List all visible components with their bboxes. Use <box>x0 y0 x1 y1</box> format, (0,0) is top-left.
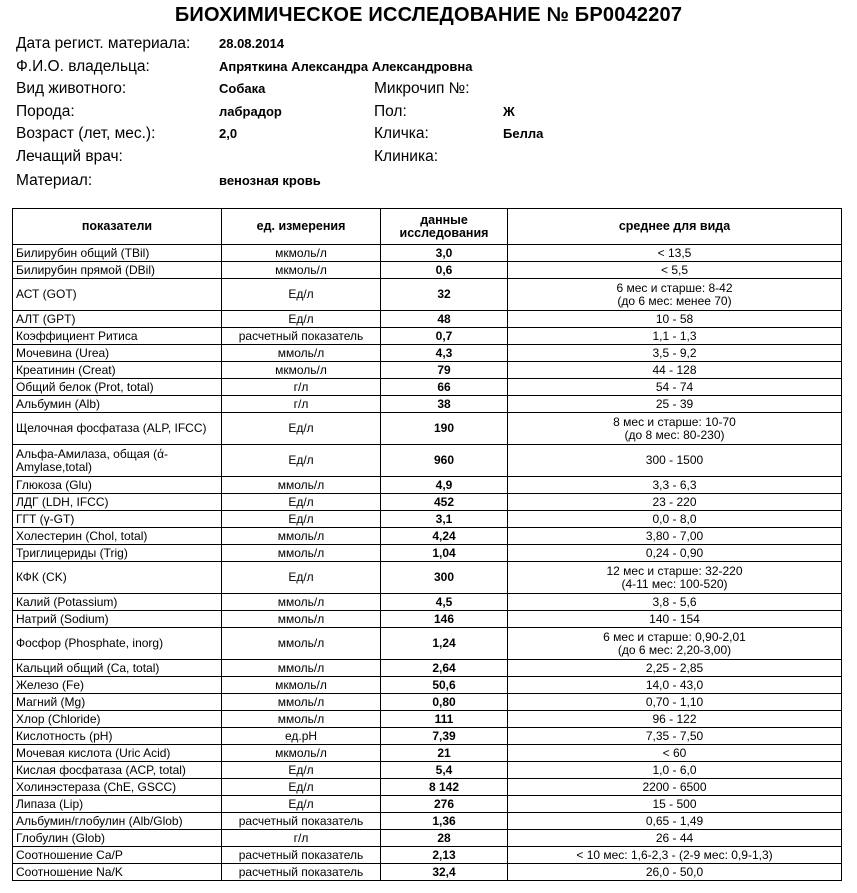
table-row <box>13 262 842 279</box>
reference-range-line: 140 - 154 <box>649 611 700 626</box>
reference-range-line: < 60 <box>662 745 687 760</box>
reference-range-line: 0,24 - 0,90 <box>645 545 704 560</box>
reference-range-line: 23 - 220 <box>652 494 697 509</box>
header-row-doctor <box>16 146 846 169</box>
table-row <box>13 562 842 594</box>
unit-cell: г/л <box>222 830 381 847</box>
reference-range <box>508 762 842 779</box>
result-value: 190 <box>381 413 508 445</box>
parameter-name: ГГТ (γ-GT) <box>13 511 222 528</box>
table-row <box>13 779 842 796</box>
result-value: 1,24 <box>381 628 508 660</box>
table-row <box>13 796 842 813</box>
result-value: 48 <box>381 311 508 328</box>
reference-range <box>508 813 842 830</box>
result-value: 8 142 <box>381 779 508 796</box>
result-value: 960 <box>381 445 508 477</box>
table-row <box>13 745 842 762</box>
reference-range-line: < 10 мес: 1,6-2,3 - (2-9 мес: 0,9-1,3) <box>576 847 773 862</box>
unit-cell: Ед/л <box>222 311 381 328</box>
table-row <box>13 379 842 396</box>
unit-cell: Ед/л <box>222 445 381 477</box>
unit-cell: ммоль/л <box>222 628 381 660</box>
reference-range-line: 1,1 - 1,3 <box>652 328 697 343</box>
document-title: БИОХИМИЧЕСКОЕ ИССЛЕДОВАНИЕ № БР0042207 <box>174 4 683 26</box>
table-row <box>13 711 842 728</box>
reference-range <box>508 379 842 396</box>
parameter-name: Щелочная фосфатаза (ALP, IFCC) <box>13 413 222 445</box>
result-value: 7,39 <box>381 728 508 745</box>
reference-range-line: 25 - 39 <box>655 396 694 411</box>
table-row <box>13 511 842 528</box>
result-value: 452 <box>381 494 508 511</box>
result-value: 4,5 <box>381 594 508 611</box>
chip-label: Микрочип №: <box>374 80 470 97</box>
unit-cell: ммоль/л <box>222 611 381 628</box>
reference-range <box>508 345 842 362</box>
reference-range-line: 3,80 - 7,00 <box>645 528 704 543</box>
header-row-material <box>16 170 846 193</box>
sex-value: Ж <box>503 103 515 119</box>
unit-cell: г/л <box>222 379 381 396</box>
reference-range <box>508 830 842 847</box>
unit-cell: мкмоль/л <box>222 245 381 262</box>
result-value: 50,6 <box>381 677 508 694</box>
reference-range <box>508 677 842 694</box>
unit-cell: ммоль/л <box>222 477 381 494</box>
reference-range-line: (до 8 мес: 80-230) <box>624 427 725 442</box>
results-table-body <box>13 245 842 881</box>
date-label: Дата регист. материала: <box>16 35 191 52</box>
parameter-name: Соотношение Na/K <box>13 864 222 881</box>
reference-range-line: 7,35 - 7,50 <box>645 728 704 743</box>
parameter-name: Холестерин (Chol, total) <box>13 528 222 545</box>
clinic-label: Клиника: <box>374 147 438 165</box>
unit-cell: ед.pH <box>222 728 381 745</box>
result-value: 28 <box>381 830 508 847</box>
table-row <box>13 362 842 379</box>
unit-cell: ммоль/л <box>222 711 381 728</box>
owner-value: Апряткина Александра Александровна <box>219 58 473 74</box>
table-row <box>13 494 842 511</box>
reference-range-line: 3,5 - 9,2 <box>652 345 697 360</box>
pet-name-label: Кличка: <box>374 125 429 142</box>
table-row <box>13 279 842 311</box>
age-value: 2,0 <box>219 126 238 141</box>
reference-range-line: 54 - 74 <box>655 379 694 394</box>
unit-cell: расчетный показатель <box>222 847 381 864</box>
reference-range-line: 26,0 - 50,0 <box>645 864 704 879</box>
table-row <box>13 762 842 779</box>
reference-range <box>508 694 842 711</box>
unit-cell: Ед/л <box>222 762 381 779</box>
reference-range-line: 8 мес и старше: 10-70 <box>613 414 736 429</box>
table-row <box>13 528 842 545</box>
unit-cell: мкмоль/л <box>222 262 381 279</box>
reference-range <box>508 545 842 562</box>
table-row <box>13 694 842 711</box>
table-row <box>13 830 842 847</box>
result-value: 0,6 <box>381 262 508 279</box>
table-row <box>13 813 842 830</box>
header-row-owner <box>16 56 846 79</box>
reference-range <box>508 477 842 494</box>
reference-range <box>508 245 842 262</box>
reference-range <box>508 311 842 328</box>
parameter-name: АСТ (GOT) <box>13 279 222 311</box>
parameter-name: Магний (Mg) <box>13 694 222 711</box>
reference-range <box>508 328 842 345</box>
parameter-name: КФК (CK) <box>13 562 222 594</box>
reference-range <box>508 796 842 813</box>
table-row <box>13 413 842 445</box>
parameter-name: Мочевая кислота (Uric Acid) <box>13 745 222 762</box>
parameter-name: Билирубин прямой (DBil) <box>13 262 222 279</box>
unit-cell: мкмоль/л <box>222 745 381 762</box>
table-row <box>13 628 842 660</box>
reference-range-line: 0,0 - 8,0 <box>652 511 697 526</box>
reference-range-line: 6 мес и старше: 0,90-2,01 <box>603 629 746 644</box>
species-label: Вид животного: <box>16 80 127 97</box>
result-value: 21 <box>381 745 508 762</box>
reference-range <box>508 779 842 796</box>
result-value: 0,80 <box>381 694 508 711</box>
unit-cell: Ед/л <box>222 562 381 594</box>
unit-cell: Ед/л <box>222 413 381 445</box>
material-label: Материал: <box>16 172 93 189</box>
reference-range <box>508 864 842 881</box>
age-label: Возраст (лет, мес.): <box>16 125 156 142</box>
table-row <box>13 311 842 328</box>
column-header-unit: ед. измерения <box>222 209 381 245</box>
unit-cell: Ед/л <box>222 494 381 511</box>
table-row <box>13 677 842 694</box>
reference-range-line: 0,70 - 1,10 <box>645 694 704 709</box>
reference-range-line: (4-11 мес: 100-520) <box>621 576 728 591</box>
reference-range-line: < 13,5 <box>657 245 692 260</box>
reference-range <box>508 413 842 445</box>
species-value: Собака <box>219 81 266 96</box>
table-row <box>13 847 842 864</box>
result-value: 300 <box>381 562 508 594</box>
parameter-name: Соотношение Ca/P <box>13 847 222 864</box>
unit-cell: Ед/л <box>222 279 381 311</box>
reference-range <box>508 562 842 594</box>
reference-range <box>508 594 842 611</box>
doctor-label: Лечащий врач: <box>16 147 123 165</box>
parameter-name: Кислая фосфатаза (ACP, total) <box>13 762 222 779</box>
column-header-parameter: показатели <box>13 209 222 245</box>
reference-range <box>508 511 842 528</box>
owner-label: Ф.И.О. владельца: <box>16 57 150 75</box>
unit-cell: мкмоль/л <box>222 677 381 694</box>
breed-label: Порода: <box>16 102 75 120</box>
result-value: 4,9 <box>381 477 508 494</box>
reference-range <box>508 362 842 379</box>
reference-range <box>508 611 842 628</box>
result-value: 66 <box>381 379 508 396</box>
result-value: 5,4 <box>381 762 508 779</box>
unit-cell: мкмоль/л <box>222 362 381 379</box>
unit-cell: г/л <box>222 396 381 413</box>
table-row <box>13 545 842 562</box>
reference-range <box>508 660 842 677</box>
reference-range-line: 44 - 128 <box>652 362 697 377</box>
parameter-name: Железо (Fe) <box>13 677 222 694</box>
breed-value: лабрадор <box>219 103 282 119</box>
reference-range-line: (до 6 мес: 2,20-3,00) <box>617 642 732 657</box>
parameter-name: Фосфор (Phosphate, inorg) <box>13 628 222 660</box>
reference-range-line: 1,0 - 6,0 <box>652 762 697 777</box>
reference-range-line: 14,0 - 43,0 <box>645 677 704 692</box>
header-row-breed <box>16 101 846 124</box>
table-row <box>13 477 842 494</box>
unit-cell: Ед/л <box>222 511 381 528</box>
result-value: 2,13 <box>381 847 508 864</box>
unit-cell: ммоль/л <box>222 545 381 562</box>
reference-range <box>508 279 842 311</box>
header-row-date <box>16 33 846 56</box>
result-value: 32 <box>381 279 508 311</box>
parameter-name: Натрий (Sodium) <box>13 611 222 628</box>
result-value: 2,64 <box>381 660 508 677</box>
date-value: 28.08.2014 <box>219 36 285 51</box>
unit-cell: ммоль/л <box>222 345 381 362</box>
reference-range <box>508 728 842 745</box>
table-row <box>13 728 842 745</box>
reference-range-line: 15 - 500 <box>652 796 697 811</box>
result-value: 38 <box>381 396 508 413</box>
parameter-name: Кислотность (pH) <box>13 728 222 745</box>
reference-range <box>508 628 842 660</box>
reference-range-line: 96 - 122 <box>652 711 697 726</box>
reference-range-line: 300 - 1500 <box>645 453 704 467</box>
parameter-name: Холинэстераза (ChE, GSCC) <box>13 779 222 796</box>
result-value: 4,24 <box>381 528 508 545</box>
unit-cell: ммоль/л <box>222 694 381 711</box>
result-value: 276 <box>381 796 508 813</box>
parameter-name: Кальций общий (Ca, total) <box>13 660 222 677</box>
column-header-reference: среднее для вида <box>508 209 842 245</box>
header-row-age <box>16 123 846 146</box>
table-row <box>13 345 842 362</box>
result-value: 111 <box>381 711 508 728</box>
reference-range <box>508 445 842 477</box>
reference-range <box>508 494 842 511</box>
reference-range-line: < 5,5 <box>660 262 689 277</box>
result-value: 1,04 <box>381 545 508 562</box>
result-value: 146 <box>381 611 508 628</box>
header-row-species <box>16 78 846 101</box>
reference-range-line: 6 мес и старше: 8-42 <box>616 280 733 295</box>
parameter-name: Мочевина (Urea) <box>13 345 222 362</box>
sex-label: Пол: <box>374 102 407 120</box>
unit-cell: расчетный показатель <box>222 813 381 830</box>
result-value: 3,1 <box>381 511 508 528</box>
reference-range-line: (до 6 мес: менее 70) <box>617 293 732 308</box>
unit-cell: ммоль/л <box>222 594 381 611</box>
result-value: 4,3 <box>381 345 508 362</box>
result-value: 3,0 <box>381 245 508 262</box>
reference-range-line: 26 - 44 <box>655 830 694 845</box>
reference-range <box>508 262 842 279</box>
patient-header <box>16 33 846 193</box>
reference-range-line: 3,3 - 6,3 <box>652 477 697 492</box>
parameter-name: Глюкоза (Glu) <box>13 477 222 494</box>
reference-range-line: 12 мес и старше: 32-220 <box>606 563 743 578</box>
table-row <box>13 328 842 345</box>
table-row <box>13 445 842 477</box>
unit-cell: Ед/л <box>222 796 381 813</box>
parameter-name: Альбумин/глобулин (Alb/Glob) <box>13 813 222 830</box>
reference-range <box>508 711 842 728</box>
parameter-name: Хлор (Chloride) <box>13 711 222 728</box>
table-row <box>13 396 842 413</box>
unit-cell: ммоль/л <box>222 660 381 677</box>
results-table <box>12 208 842 881</box>
unit-cell: расчетный показатель <box>222 864 381 881</box>
reference-range <box>508 528 842 545</box>
reference-range <box>508 396 842 413</box>
result-value: 79 <box>381 362 508 379</box>
result-value: 0,7 <box>381 328 508 345</box>
parameter-name: Глобулин (Glob) <box>13 830 222 847</box>
reference-range-line: 2,25 - 2,85 <box>645 660 704 675</box>
table-row <box>13 660 842 677</box>
table-row <box>13 864 842 881</box>
parameter-name: Триглицериды (Trig) <box>13 545 222 562</box>
table-row <box>13 245 842 262</box>
table-row <box>13 594 842 611</box>
table-header-row <box>13 209 842 245</box>
parameter-name: Общий белок (Prot, total) <box>13 379 222 396</box>
reference-range <box>508 847 842 864</box>
parameter-name: Альбумин (Alb) <box>13 396 222 413</box>
unit-cell: ммоль/л <box>222 528 381 545</box>
unit-cell: Ед/л <box>222 779 381 796</box>
reference-range-line: 0,65 - 1,49 <box>645 813 704 828</box>
unit-cell: расчетный показатель <box>222 328 381 345</box>
result-value: 1,36 <box>381 813 508 830</box>
result-value: 32,4 <box>381 864 508 881</box>
pet-name-value: Белла <box>503 126 544 141</box>
parameter-name: Липаза (Lip) <box>13 796 222 813</box>
parameter-name: Креатинин (Creat) <box>13 362 222 379</box>
parameter-name: Коэффициент Ритиса <box>13 328 222 345</box>
material-value: венозная кровь <box>219 173 321 188</box>
parameter-name: Билирубин общий (TBil) <box>13 245 222 262</box>
parameter-name: АЛТ (GPT) <box>13 311 222 328</box>
parameter-name: Калий (Potassium) <box>13 594 222 611</box>
parameter-name: Альфа-Амилаза, общая (ά-Amylase,total) <box>13 445 222 477</box>
reference-range-line: 10 - 58 <box>655 311 694 326</box>
reference-range-line: 3,8 - 5,6 <box>652 594 697 609</box>
reference-range-line: 2200 - 6500 <box>642 779 707 794</box>
column-header-result: данные исследования <box>381 209 508 245</box>
table-row <box>13 611 842 628</box>
parameter-name: ЛДГ (LDH, IFCC) <box>13 494 222 511</box>
reference-range <box>508 745 842 762</box>
